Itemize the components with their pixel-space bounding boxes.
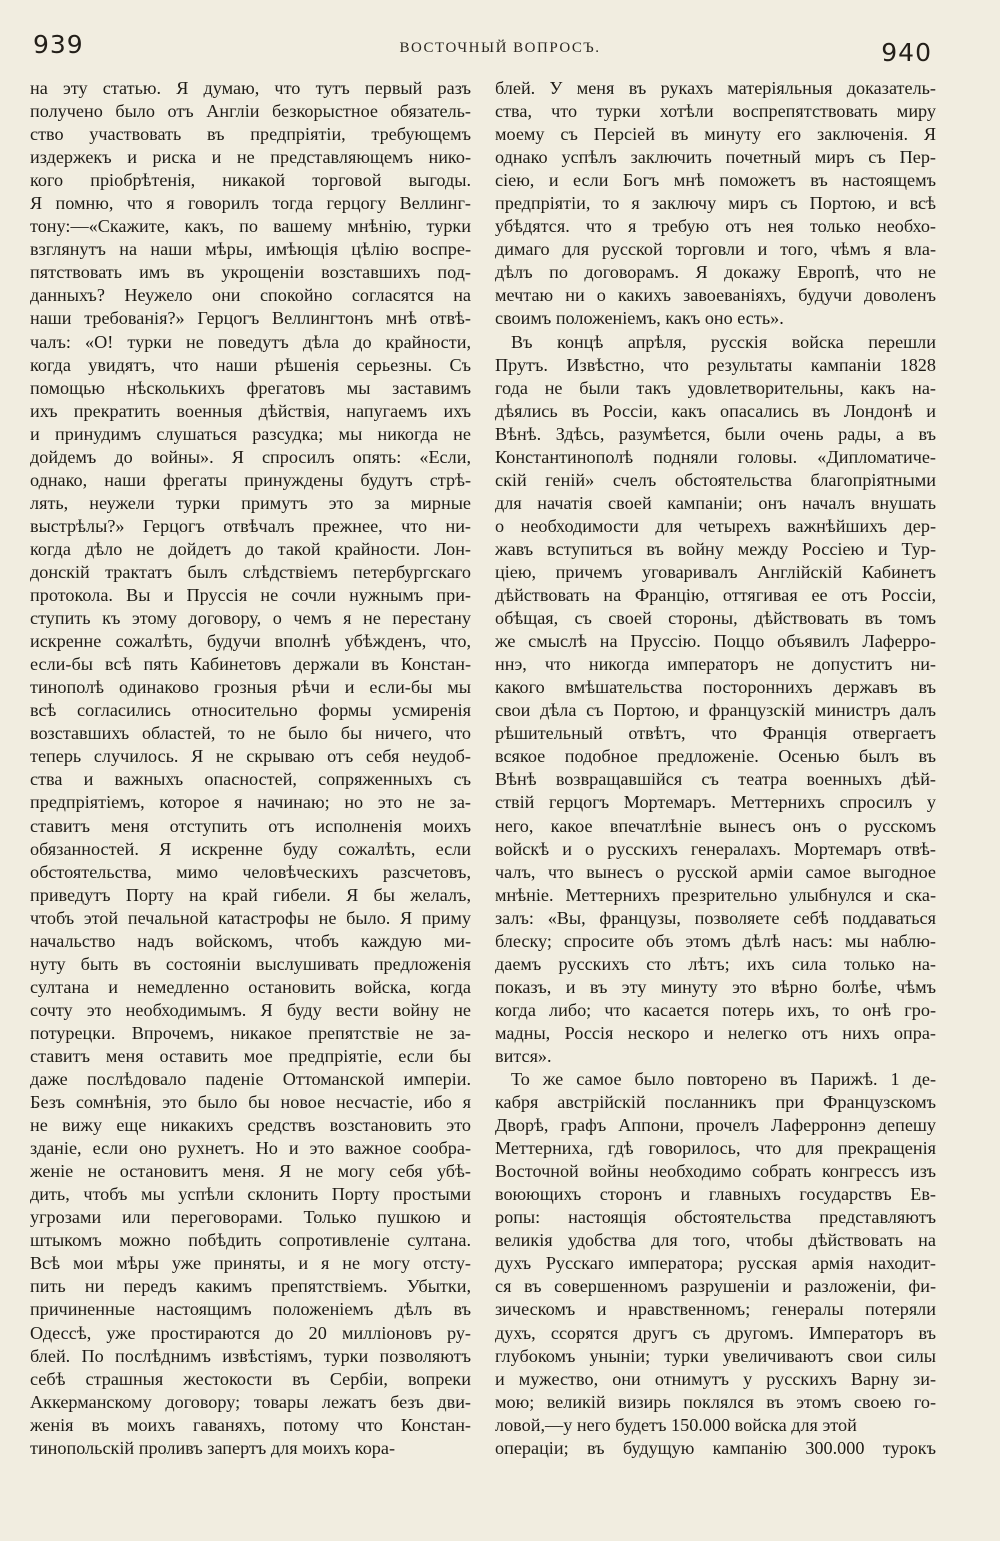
text-line: жавъ вступиться въ войну между Россіею и Тур- xyxy=(495,538,936,559)
text-line: лять, неужели турки примутъ это за мирные xyxy=(30,492,471,513)
text-line: чтобъ этой печальной катастрофы не было. Я приму xyxy=(30,907,471,928)
text-line: сіею, и если Богъ мнѣ поможетъ въ настоящемъ xyxy=(495,170,936,191)
text-line: когда дѣло не дойдетъ до такой крайности. Лон- xyxy=(30,538,471,559)
text-line: Одессѣ, уже простираются до 20 милліоновъ ру- xyxy=(30,1322,471,1343)
text-line: зданіе, если оно рухнетъ. Но и это важное сообра- xyxy=(30,1138,471,1159)
text-line: года не были такъ удовлетворительны, какъ на- xyxy=(495,377,936,398)
text-line: Всѣ мои мѣры уже приняты, и я не могу отсту- xyxy=(30,1253,471,1274)
text-line: Прутъ. Извѣстно, что результаты кампаніи 1828 xyxy=(495,354,936,375)
text-line: скій геній» счелъ обстоятельства благопріятными xyxy=(495,469,936,490)
text-line: султана и немедленно остановить войска, когда xyxy=(30,976,471,997)
text-line: Въ концѣ апрѣля, русскія войска перешли xyxy=(511,331,936,352)
text-line: зическомъ и нравственномъ; генералы потеряли xyxy=(495,1299,936,1320)
text-line: наши требованія?» Герцогъ Веллингтонъ мнѣ отвѣ- xyxy=(30,308,471,329)
text-line: него, какое впечатлѣніе вынесъ онъ о русскомъ xyxy=(495,815,936,836)
text-line: на эту статью. Я думаю, что тутъ первый разъ xyxy=(30,78,471,98)
text-line: Аккерманскому договору; товары лежатъ безъ дви- xyxy=(30,1391,471,1412)
text-line: ставитъ меня отступить отъ исполненія моихъ xyxy=(30,815,471,836)
text-line: данныхъ? Неужело они спокойно согласятся на xyxy=(30,285,471,306)
text-line: штыкомъ можно побѣдить сопротивленіе султана. xyxy=(30,1230,471,1251)
text-line: обѣщая, съ своей стороны, дѣйствовать въ томъ xyxy=(495,608,936,629)
text-line: о необходимости для четырехъ важнѣйшихъ дер- xyxy=(495,515,936,536)
text-line: тинополѣ одинаково грозныя рѣчи и если-бы мы xyxy=(30,677,471,698)
text-line: Дворѣ, графъ Аппони, прочелъ Лаферроннэ депешу xyxy=(495,1115,936,1136)
text-line: глубокомъ уныніи; турки увеличиваютъ свои силы xyxy=(495,1345,936,1366)
text-line: возставшихъ областей, то не было бы ничего, что xyxy=(30,723,471,744)
text-line: дѣлъ по договорамъ. Я докажу Европѣ, что не xyxy=(495,262,936,283)
text-line: мою; великій визирь поклялся въ этомъ своею го- xyxy=(495,1391,936,1412)
text-line: выстрѣлы?» Герцогъ отвѣчалъ прежнее, что ни- xyxy=(30,515,471,536)
text-line: операціи; въ будущую кампанію 300.000 турокъ xyxy=(495,1437,936,1458)
text-line: ствій герцогъ Мортемаръ. Меттернихъ спросилъ у xyxy=(495,792,936,813)
text-line: блеску; спросите объ этомъ дѣлѣ насъ: мы наблю- xyxy=(495,930,936,951)
text-line: теперь случилось. Я не скрываю отъ себя неудоб- xyxy=(30,746,471,767)
text-line: духъ Русскаго императора; русская армія находит- xyxy=(495,1253,936,1274)
text-line: себѣ страшныя жестокости въ Сербіи, вопреки xyxy=(30,1368,471,1389)
text-line: дѣялись въ Россіи, какъ опасались въ Лондонѣ и xyxy=(495,400,936,421)
text-line: кабря австрійскій посланникъ при Французскомъ xyxy=(495,1092,936,1113)
text-line: димаго для русской торговли и того, чѣмъ я вла- xyxy=(495,239,936,260)
text-line: даемъ русскихъ сто лѣтъ; ихъ сила только на- xyxy=(495,953,936,974)
text-line: однако успѣлъ заключить почетный миръ съ Пер- xyxy=(495,147,936,168)
text-line: показъ, и въ эту минуту это вѣрно болѣе, чѣмъ xyxy=(495,976,936,997)
text-line: предпріятіемъ, которое я начинаю; но это не за- xyxy=(30,792,471,813)
text-line: То же самое было повторено въ Парижѣ. 1 де- xyxy=(511,1069,936,1090)
text-line: же смыслѣ на Пруссію. Поццо объявилъ Лаферро- xyxy=(495,631,936,652)
text-line: блей. По послѣднимъ извѣстіямъ, турки позволяютъ xyxy=(30,1345,471,1366)
text-line: обязанностей. Я искренне буду сожалѣть, если xyxy=(30,838,471,859)
text-line: моему съ Персіей въ минуту его заключенія. Я xyxy=(495,124,936,145)
text-line: получено было отъ Англіи безкорыстное обязатель- xyxy=(30,101,471,122)
text-line: ство участвовать въ предпріятіи, требующемъ xyxy=(30,124,471,145)
text-line: пятствовать имъ въ укрощеніи возставшихъ под- xyxy=(30,262,471,283)
text-line: ся въ совершенномъ разрушеніи и разложеніи, фи- xyxy=(495,1276,936,1297)
text-line: свои дѣла съ Портою, и французскій министръ далъ xyxy=(495,700,936,721)
text-line: взглянутъ на наши мѣры, имѣющія цѣлію воспре- xyxy=(30,239,471,260)
text-line: Вѣнѣ возвращавшійся съ театра военныхъ дѣй- xyxy=(495,769,936,790)
text-line: чалъ, что вынесъ о русской арміи самое выгодное xyxy=(495,861,936,882)
text-line: мадны, Россія нескоро и нелегко отъ нихъ опра- xyxy=(495,1022,936,1043)
text-line: какого вмѣшательства постороннихъ державъ въ xyxy=(495,677,936,698)
text-line: ства, что турки хотѣли воспрепятствовать миру xyxy=(495,101,936,122)
text-line: если-бы всѣ пять Кабинетовъ держали въ Констан- xyxy=(30,654,471,675)
left-text-column xyxy=(30,77,471,1460)
text-line: когда увидятъ, что наши рѣшенія серьезны. Съ xyxy=(30,354,471,375)
running-title: ВОСТОЧНЫЙ ВОПРОСЪ. xyxy=(399,40,601,56)
text-line: приведутъ Порту на край гибели. Я бы желалъ, xyxy=(30,884,471,905)
text-line: нуту быть въ состояніи выслушивать предложенія xyxy=(30,953,471,974)
text-line: для начатія своей кампаніи; онъ началъ внушать xyxy=(495,492,936,513)
text-line: великія удобства для того, чтобы дѣйствовать на xyxy=(495,1230,936,1251)
text-line: начальство надъ войскомъ, чтобъ каждую ми- xyxy=(30,930,471,951)
text-line: Меттерниха, гдѣ говорилось, что для прекращенія xyxy=(495,1138,936,1159)
text-line: Я помню, что я говорилъ тогда герцогу Веллинг- xyxy=(30,193,471,214)
page-header xyxy=(0,28,1000,68)
text-line: Вѣнѣ. Здѣсь, разумѣется, были очень рады, а въ xyxy=(495,423,936,444)
text-line: донскій трактатъ былъ слѣдствіемъ петербургскаго xyxy=(30,561,471,582)
text-line: ставитъ меня оставить мое предпріятіе, если бы xyxy=(30,1045,471,1066)
text-line: дойдемъ до войны». Я спросилъ опять: «Если, xyxy=(30,446,471,467)
text-line: когда либо; что касается потерь ихъ, то онѣ гро- xyxy=(495,999,936,1020)
text-line: мнѣніе. Меттернихъ презрительно улыбнулся и ска- xyxy=(495,884,936,905)
text-line: ства и важныхъ опасностей, сопряженныхъ съ xyxy=(30,769,471,790)
text-line: предпріятіи, то я заключу миръ съ Портою, и всѣ xyxy=(495,193,936,214)
text-line: блей. У меня въ рукахъ матеріяльныя доказатель- xyxy=(495,78,936,98)
text-line: ропы: настоящія обстоятельства представляютъ xyxy=(495,1207,936,1228)
text-line: ступить къ этому договору, о чемъ я не перестану xyxy=(30,608,471,629)
text-line: вится». xyxy=(495,1045,552,1066)
text-line: и принудимъ слушаться разсудка; мы никогда не xyxy=(30,423,471,444)
text-line: помощью нѣсколькихъ фрегатовъ мы заставимъ xyxy=(30,377,471,398)
text-line: и мужество, они отнимутъ у русскихъ Варну зи- xyxy=(495,1368,936,1389)
text-line: женія въ моихъ гаваняхъ, потому что Констан- xyxy=(30,1414,471,1435)
right-text-column xyxy=(495,77,936,1460)
text-line: тону:—«Скажите, какъ, по вашему мнѣнію, турки xyxy=(30,216,471,237)
text-line: убѣдятся. что я требую отъ нея только необхо- xyxy=(495,216,936,237)
text-line: дить, чтобъ мы успѣли склонить Порту простыми xyxy=(30,1184,471,1205)
text-line: даже послѣдовало паденіе Оттоманской имперіи. xyxy=(30,1069,471,1090)
text-line: Восточной войны необходимо собрать конгрессъ изъ xyxy=(495,1161,936,1182)
text-line: воюющихъ сторонъ и главныхъ государствъ Ев- xyxy=(495,1184,936,1205)
text-line: ціею, причемъ уговаривалъ Англійскій Кабинетъ xyxy=(495,561,936,582)
text-line: всѣ согласились относительно формы усмиренія xyxy=(30,700,471,721)
text-line: однако, наши фрегаты принуждены будутъ стрѣ- xyxy=(30,469,471,490)
text-line: ннэ, что никогда императоръ не допуститъ ни- xyxy=(495,654,936,675)
text-line: протокола. Вы и Пруссія не сочли нужнымъ при- xyxy=(30,585,471,606)
text-line: мечтаю ни о какихъ завоеваніяхъ, будучи доволенъ xyxy=(495,285,936,306)
text-line: Константинополѣ подняли головы. «Дипломатиче- xyxy=(495,446,936,467)
text-line: духъ, ссорятся другъ съ другомъ. Императоръ въ xyxy=(495,1322,936,1343)
text-line: угрозами или переговорами. Только пушкою и xyxy=(30,1207,471,1228)
text-line: женіе не остановитъ меня. Я не могу себя убѣ- xyxy=(30,1161,471,1182)
text-line: кого пріобрѣтенія, никакой торговой выгоды. xyxy=(30,170,471,191)
left-page-number: 939 xyxy=(33,30,84,59)
text-line: дѣйствовать на Францію, оттягивая ее отъ Россіи, xyxy=(495,585,936,606)
text-line: всякое подобное предложеніе. Осенью былъ въ xyxy=(495,746,936,767)
text-line: чалъ: «О! турки не поведутъ дѣла до крайности, xyxy=(30,331,471,352)
text-line: потурецки. Впрочемъ, никакое препятствіе не за- xyxy=(30,1022,471,1043)
text-line: сочту это необходимымъ. Я буду вести войну не xyxy=(30,999,471,1020)
text-line: тинопольскій проливъ запертъ для моихъ кора- xyxy=(30,1437,396,1458)
text-line: войскѣ и о русскихъ генералахъ. Мортемаръ отвѣ- xyxy=(495,838,936,859)
text-line: Безъ сомнѣнія, это было бы новое несчастіе, ибо я xyxy=(30,1092,471,1113)
text-line: своимъ положеніемъ, какъ оно есть». xyxy=(495,308,784,329)
text-line: не вижу еще никакихъ средствъ возстановить это xyxy=(30,1115,471,1136)
text-line: залъ: «Вы, французы, позволяете себѣ поддаваться xyxy=(495,907,936,928)
text-line: пить ни передъ какимъ препятствіемъ. Убытки, xyxy=(30,1276,471,1297)
text-line: обстоятельства, мимо человѣческихъ разсчетовъ, xyxy=(30,861,471,882)
text-line: искренне сожалѣть, будучи вполнѣ убѣжденъ, что, xyxy=(30,631,471,652)
text-line: ловой,—у него будетъ 150.000 войска для этой xyxy=(495,1414,857,1435)
text-line: рѣшительный отвѣтъ, что Франція отвергаетъ xyxy=(495,723,936,744)
right-page-number: 940 xyxy=(881,38,932,67)
text-line: причиненные настоящимъ положеніемъ дѣлъ въ xyxy=(30,1299,471,1320)
text-line: издержекъ и риска и не представляющемъ нико- xyxy=(30,147,471,168)
text-line: ихъ прекратить военныя дѣйствія, напугаемъ ихъ xyxy=(30,400,471,421)
